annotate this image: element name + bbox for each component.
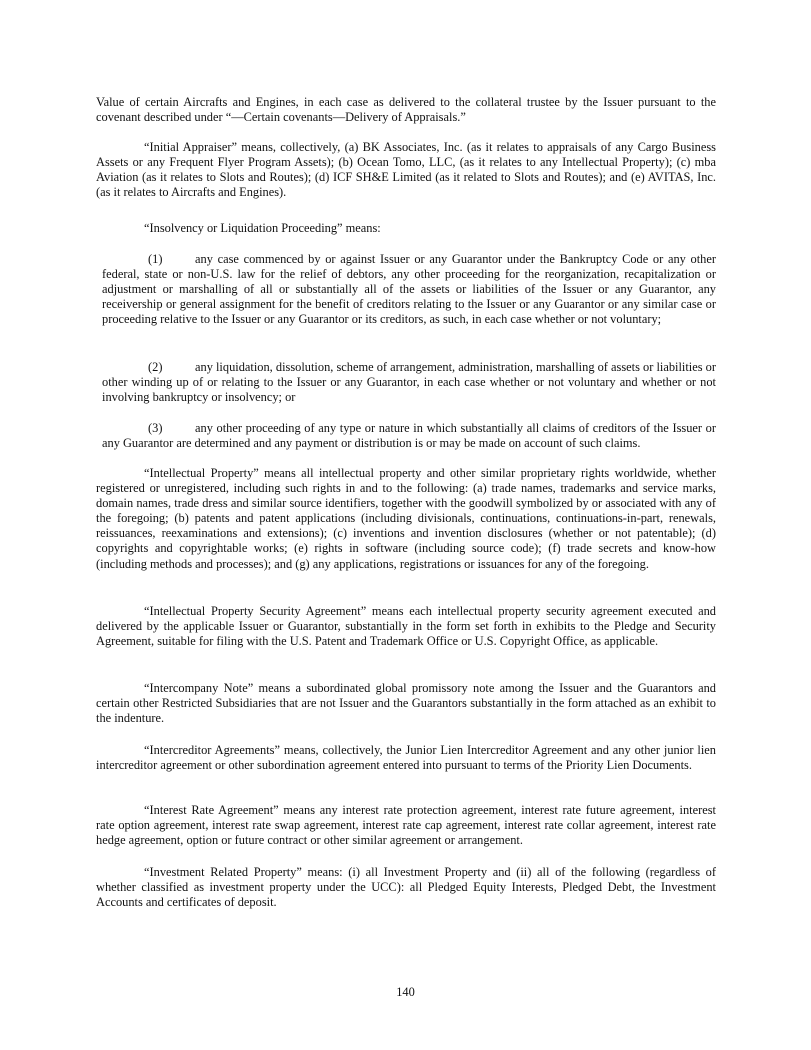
list-item-1: [102, 252, 716, 327]
paragraph-ip-security-agreement: “Intellectual Property Security Agreement” means each intellectual property security agreement executed and delivered by the applicable Issuer or Guarantor, substantially in the form set forth in exhibits to the Pledge and Security Agreement, suitable for filing with the U.S. Patent and Trademark Office or U.S. Copyright Office, as applicable.: [96, 604, 716, 649]
paragraph-insolvency-heading: “Insolvency or Liquidation Proceeding” means:: [144, 221, 381, 235]
list-item-text: any liquidation, dissolution, scheme of arrangement, administration, marshalling of assets or liabilities or other winding up of or relating to the Issuer or any Guarantor, in each case whether or not voluntary and whether or not involving bankruptcy or insolvency; or: [102, 360, 716, 405]
paragraph-appraisal-value: Value of certain Aircrafts and Engines, in each case as delivered to the collateral trustee by the Issuer pursuant to the covenant described under “—Certain covenants—Delivery of Appraisals.”: [96, 95, 716, 125]
list-item-2: [102, 360, 716, 405]
paragraph-investment-related-property: “Investment Related Property” means: (i) all Investment Property and (ii) all of the following (regardless of whether classified as investment property under the UCC): all Pledged Equity Interests, Pledged Debt, the Investment Accounts and certificates of deposit.: [96, 865, 716, 910]
list-item-number: (2): [148, 360, 163, 374]
list-item-number: (3): [148, 421, 163, 435]
list-item-text: any other proceeding of any type or nature in which substantially all claims of creditors of the Issuer or any Guarantor are determined and any payment or distribution is or may be made on account of such claims.: [102, 421, 716, 451]
list-item-3: [102, 421, 716, 451]
page-number: 140: [396, 985, 415, 999]
list-item-number: (1): [148, 252, 163, 266]
paragraph-intercreditor-agreements: “Intercreditor Agreements” means, collectively, the Junior Lien Intercreditor Agreement and any other junior lien intercreditor agreement or other subordination agreement entered into pursuant to terms of the Priority Lien Documents.: [96, 743, 716, 773]
paragraph-interest-rate-agreement: “Interest Rate Agreement” means any interest rate protection agreement, interest rate future agreement, interest rate option agreement, interest rate swap agreement, interest rate cap agreement, interest rate collar agreement, interest rate hedge agreement, option or future contract or other similar agreement or arrangement.: [96, 803, 716, 848]
list-item-text: any case commenced by or against Issuer or any Guarantor under the Bankruptcy Code or any other federal, state or non-U.S. law for the relief of debtors, any other proceeding for the reorganization, recapitalization or adjustment or marshalling of all or substantially all of the assets or liabilities of the Issuer or any Guarantor, any receivership or general assignment for the benefit of creditors relating to the Issuer or any Guarantor or any similar case or proceeding relative to the Issuer or any Guarantor or its creditors, as such, in each case whether or not voluntary;: [102, 252, 716, 327]
paragraph-initial-appraiser: “Initial Appraiser” means, collectively, (a) BK Associates, Inc. (as it relates to appraisals of any Cargo Business Assets or any Frequent Flyer Program Assets); (b) Ocean Tomo, LLC, (as it relates to any Intellectual Property); (c) mba Aviation (as it relates to Slots and Routes); (d) ICF SH&E Limited (as it related to Slots and Routes); and (e) AVITAS, Inc. (as it relates to Aircrafts and Engines).: [96, 140, 716, 200]
paragraph-intellectual-property: “Intellectual Property” means all intellectual property and other similar proprietary rights worldwide, whether registered or unregistered, including such rights in and to the following: (a) trade names, trademarks and service marks, domain names, trade dress and similar source identifiers, together with the goodwill symbolized by or associated with any of the foregoing; (b) patents and patent applications (including divisionals, continuations, continuations-in-part, renewals, reissuances, reexaminations and extensions); (c) inventions and invention disclosures (whether or not patentable); (d) copyrights and copyrightable works; (e) rights in software (including source code); (f) trade secrets and know-how (including methods and processes); and (g) any applications, registrations or issuances for any of the foregoing.: [96, 466, 716, 571]
paragraph-intercompany-note: “Intercompany Note” means a subordinated global promissory note among the Issuer and the Guarantors and certain other Restricted Subsidiaries that are not Issuer and the Guarantors substantially in the form attached as an exhibit to the indenture.: [96, 681, 716, 726]
